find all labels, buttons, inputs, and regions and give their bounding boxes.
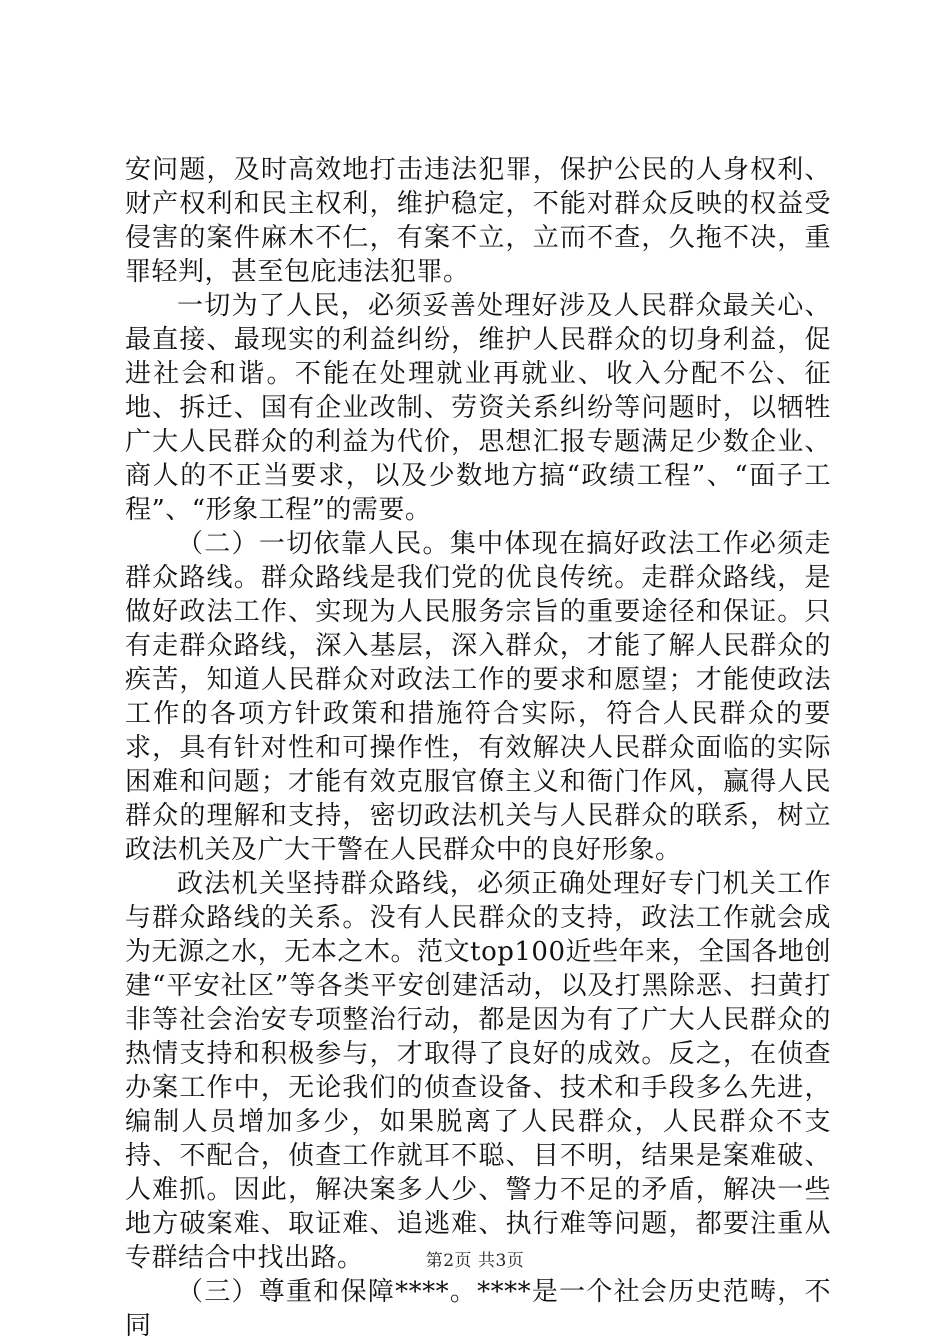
paragraph-1: 安问题，及时高效地打击违法犯罪，保护公民的人身权利、财产权利和民主权利，维护稳定，不能对群众反映的权益受侵害的案件麻木不仁，有案不立，立而不查，久拖不决，重罪轻判，甚至包庇违法犯罪。 xyxy=(125,155,831,287)
paragraph-3: （二）一切依靠人民。集中体现在搞好政法工作必须走群众路线。群众路线是我们党的优良传统。走群众路线，是做好政法工作、实现为人民服务宗旨的重要途径和保证。只有走群众路线，深入基层，深入群众，才能了解人民群众的疾苦，知道人民群众对政法工作的要求和愿望；才能使政法工作的各项方针政策和措施符合实际，符合人民群众的要求，具有针对性和可操作性，有效解决人民群众面临的实际困难和问题；才能有效克服官僚主义和衙门作风，赢得人民群众的理解和支持，密切政法机关与人民群众的联系，树立政法机关及广大干警在人民群众中的良好形象。 xyxy=(125,529,831,865)
paragraph-2: 一切为了人民，必须妥善处理好涉及人民群众最关心、最直接、最现实的利益纠纷，维护人民群众的切身利益，促进社会和谐。不能在处理就业再就业、收入分配不公、征地、拆迁、国有企业改制、劳资关系纠纷等问题时，以牺牲广大人民群众的利益为代价，思想汇报专题满足少数企业、商人的不正当要求，以及少数地方搞“政绩工程”、“面子工程”、“形象工程”的需要。 xyxy=(125,291,831,525)
document-body xyxy=(125,153,831,1343)
paragraph-5: （三）尊重和保障****。****是一个社会历史范畴，不同 xyxy=(125,1277,831,1341)
paragraph-4: 政法机关坚持群众路线，必须正确处理好专门机关工作与群众路线的关系。没有人民群众的支持，政法工作就会成为无源之水，无本之木。范文top100近些年来，全国各地创建“平安社区”等各类平安创建活动，以及打黑除恶、扫黄打非等社会治安专项整治行动，都是因为有了广大人民群众的热情支持和积极参与，才取得了良好的成效。反之，在侦查办案工作中，无论我们的侦查设备、技术和手段多么先进，编制人员增加多少，如果脱离了人民群众，人民群众不支持、不配合，侦查工作就耳不聪、目不明，结果是案难破、人难抓。因此，解决案多人少、警力不足的矛盾，解决一些地方破案难、取证难、追逃难、执行难等问题，都要注重从专群结合中找出路。 xyxy=(125,869,831,1273)
page-footer: 第2页 共3页 xyxy=(425,1251,525,1271)
